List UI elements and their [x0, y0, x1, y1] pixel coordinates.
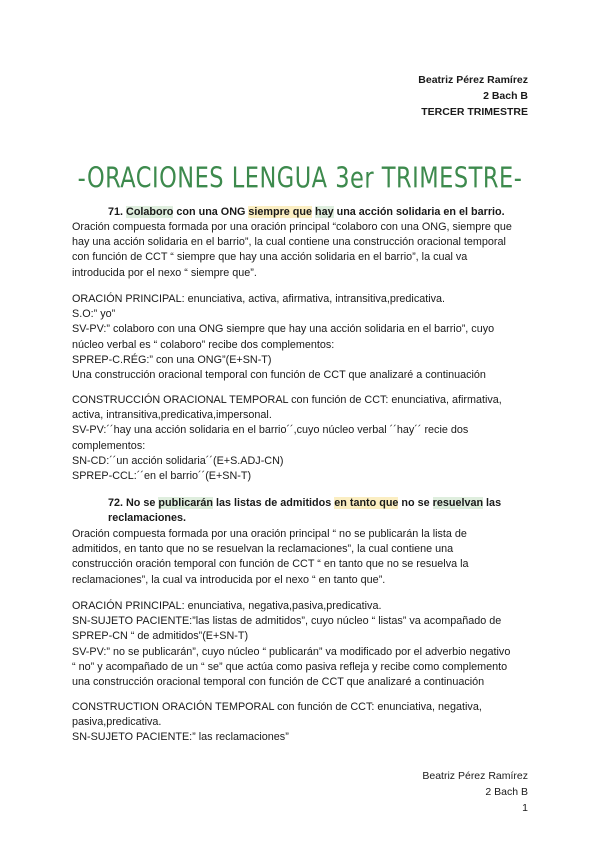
paragraph-71-intro: [72, 220, 528, 281]
text-line: una construcción oracional temporal con función de CCT que analizaré a continuación: [72, 676, 485, 689]
page-title: -ORACIONES LENGUA 3er TRIMESTRE-: [77, 160, 523, 195]
text-line: SN-SUJETO PACIENTE:” las reclamaciones”: [72, 731, 289, 744]
text-line: construcción oración temporal con función de CCT “ en tanto que no se resuelva la: [72, 558, 469, 571]
footer-class: 2 Bach B: [485, 786, 528, 798]
paragraph-71-temporal: [72, 393, 528, 484]
text-line: SPREP-C.RÉG:” con una ONG”(E+SN-T): [72, 353, 272, 366]
page-number: 1: [522, 802, 528, 814]
text-line: CONSTRUCTION ORACIÓN TEMPORAL con función de CCT: enunciativa, negativa,: [72, 701, 482, 713]
highlight-nexus: en tanto que: [334, 497, 399, 509]
paragraph-72-main-clause: [72, 599, 528, 690]
paragraph-71-main-clause: [72, 292, 528, 383]
paragraph-72-intro: [72, 527, 528, 588]
text-line: S.O:” yo”: [72, 308, 116, 321]
text-line: SPREP-CCL:´´en el barrio´´(E+SN-T): [72, 470, 252, 483]
page-header: [418, 72, 528, 120]
text-line: SV-PV:” colaboro con una ONG siempre que hay una acción solidaria en el barrio”, cuyo: [72, 323, 495, 336]
highlight-verb: resuelvan: [432, 497, 484, 509]
sentence-71: [108, 205, 505, 220]
text-line: Oración compuesta formada por una oración principal “ no se publicarán la lista de: [72, 528, 467, 540]
sentence-number: 71.: [108, 206, 127, 218]
sentence-text: una acción solidaria en el barrio.: [333, 206, 505, 218]
sentence-text: las: [483, 497, 502, 509]
sentence-text: no se: [398, 497, 433, 509]
text-line: SN-SUJETO PACIENTE:”las listas de admitidos”, cuyo núcleo “ listas” va acompañado de: [72, 615, 502, 628]
text-line: Oración compuesta formada por una oración principal “colaboro con una ONG, siempre que: [72, 221, 512, 233]
term-label: TERCER TRIMESTRE: [421, 106, 528, 118]
text-line: SN-CD:´´un acción solidaria´´(E+S.ADJ-CN): [72, 454, 284, 467]
highlight-verb: hay: [315, 206, 334, 218]
text-line: con función de CCT “ siempre que hay una acción solidaria en el barrio”, la cual va: [72, 251, 468, 264]
highlight-nexus: siempre que: [248, 206, 312, 218]
text-line: SV-PV:” no se publicarán”, cuyo núcleo “ publicarán” va modificado por el adverbio negativo: [72, 645, 511, 658]
text-line: complementos:: [72, 439, 146, 452]
text-line: Una construcción oracional temporal con función de CCT que analizaré a continuación: [72, 369, 486, 382]
class-group: 2 Bach B: [483, 90, 528, 102]
text-line: activa, intransitiva,predicativa,impersonal.: [72, 409, 272, 422]
text-line: SV-PV:´´hay una acción solidaria en el barrio´´,cuyo núcleo verbal ´´hay´´ recie dos: [72, 424, 469, 437]
text-line: hay una acción solidaria en el barrio”, la cual contiene una construcción oracional temporal: [72, 236, 506, 249]
author-name: Beatriz Pérez Ramírez: [418, 74, 528, 86]
text-line: núcleo verbal es “ colaboro” recibe dos complementos:: [72, 338, 335, 351]
text-line: reclamaciones”, la cual va introducida por el nexo “ en tanto que”.: [72, 573, 386, 586]
text-line: admitidos, en tanto que no se resuelvan la reclamaciones”, la cual contiene una: [72, 543, 454, 556]
paragraph-72-temporal: [72, 700, 528, 746]
sentence-text: reclamaciones.: [108, 512, 187, 524]
sentence-72: [108, 496, 501, 526]
text-line: SPREP-CN “ de admitidos”(E+SN-T): [72, 630, 249, 643]
highlight-verb: publicarán: [158, 497, 214, 509]
text-line: CONSTRUCCIÓN ORACIONAL TEMPORAL con función de CCT: enunciativa, afirmativa,: [72, 394, 502, 406]
sentence-text: las listas de admitidos: [213, 497, 335, 509]
highlight-verb: Colaboro: [126, 206, 174, 218]
text-line: ORACIÓN PRINCIPAL: enunciativa, activa, afirmativa, intransitiva,predicativa.: [72, 293, 446, 305]
text-line: introducida por el nexo “ siempre que”.: [72, 266, 257, 279]
text-line: ORACIÓN PRINCIPAL: enunciativa, negativa,pasiva,predicativa.: [72, 600, 382, 612]
footer-author: Beatriz Pérez Ramírez: [422, 770, 528, 782]
page-footer: [422, 768, 528, 816]
text-line: pasiva,predicativa.: [72, 716, 162, 729]
text-line: “ no” y acompañado de un “ se” que actúa como pasiva refleja y recibe como complemento: [72, 660, 508, 673]
sentence-text: 72. No se: [108, 497, 159, 509]
sentence-text: con una ONG: [173, 206, 249, 218]
